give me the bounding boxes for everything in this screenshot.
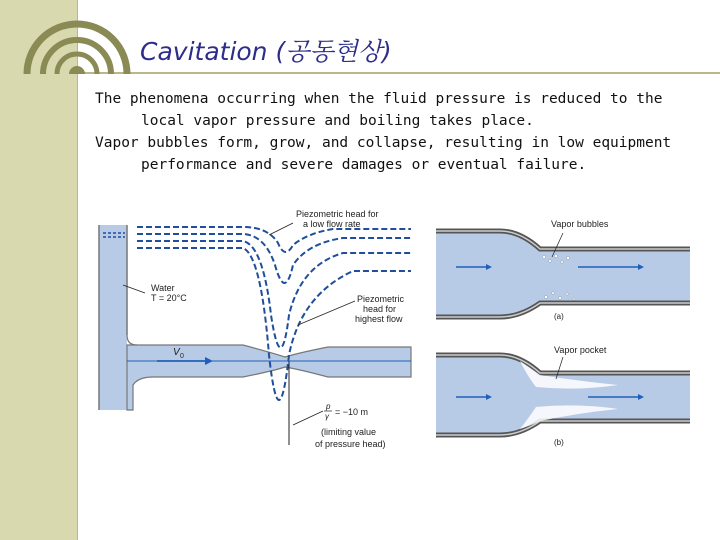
label-limit-1: (limiting value xyxy=(321,427,377,437)
piezometric-lines-low xyxy=(137,227,411,283)
slide-body xyxy=(95,88,695,176)
title-divider xyxy=(77,72,720,74)
panel-vapor-pocket xyxy=(436,345,690,447)
label-low-flow-1: Piezometric head for xyxy=(296,209,379,219)
label-p-den: γ xyxy=(325,412,329,421)
label-highest-3: highest flow xyxy=(355,314,403,324)
caption-a: (a) xyxy=(554,312,564,321)
label-low-flow-2: a low flow rate xyxy=(303,219,361,229)
figure-piezometric-head xyxy=(93,205,423,453)
paragraph-definition: The phenomena occurring when the fluid pressure is reduced to the local vapor pressure and boiling takes place. xyxy=(95,91,663,129)
label-highest-1: Piezometric xyxy=(357,294,405,304)
logo-rings-icon xyxy=(22,12,132,74)
label-vapor-bubbles: Vapor bubbles xyxy=(551,219,609,229)
figure-vapor-formation xyxy=(428,207,697,452)
label-vapor-pocket: Vapor pocket xyxy=(554,345,607,355)
panel-vapor-bubbles xyxy=(436,219,690,321)
sidebar-decoration xyxy=(0,0,78,540)
slide-title: Cavitation (공동현상) xyxy=(140,37,392,66)
label-v0: V xyxy=(173,347,180,358)
label-p-value: = −10 m xyxy=(335,407,369,417)
caption-b: (b) xyxy=(554,438,564,447)
label-highest-2: head for xyxy=(363,304,397,314)
label-water-1: Water xyxy=(151,283,175,293)
label-water-2: T = 20°C xyxy=(151,293,187,303)
label-p-num: p xyxy=(326,402,331,411)
label-limit-2: of pressure head) xyxy=(315,439,386,449)
label-v0-sub: 0 xyxy=(180,353,184,360)
paragraph-effects: Vapor bubbles form, grow, and collapse, resulting in low equipment performance and severe damages or eventual failure. xyxy=(95,135,672,173)
tank-water xyxy=(99,225,127,410)
